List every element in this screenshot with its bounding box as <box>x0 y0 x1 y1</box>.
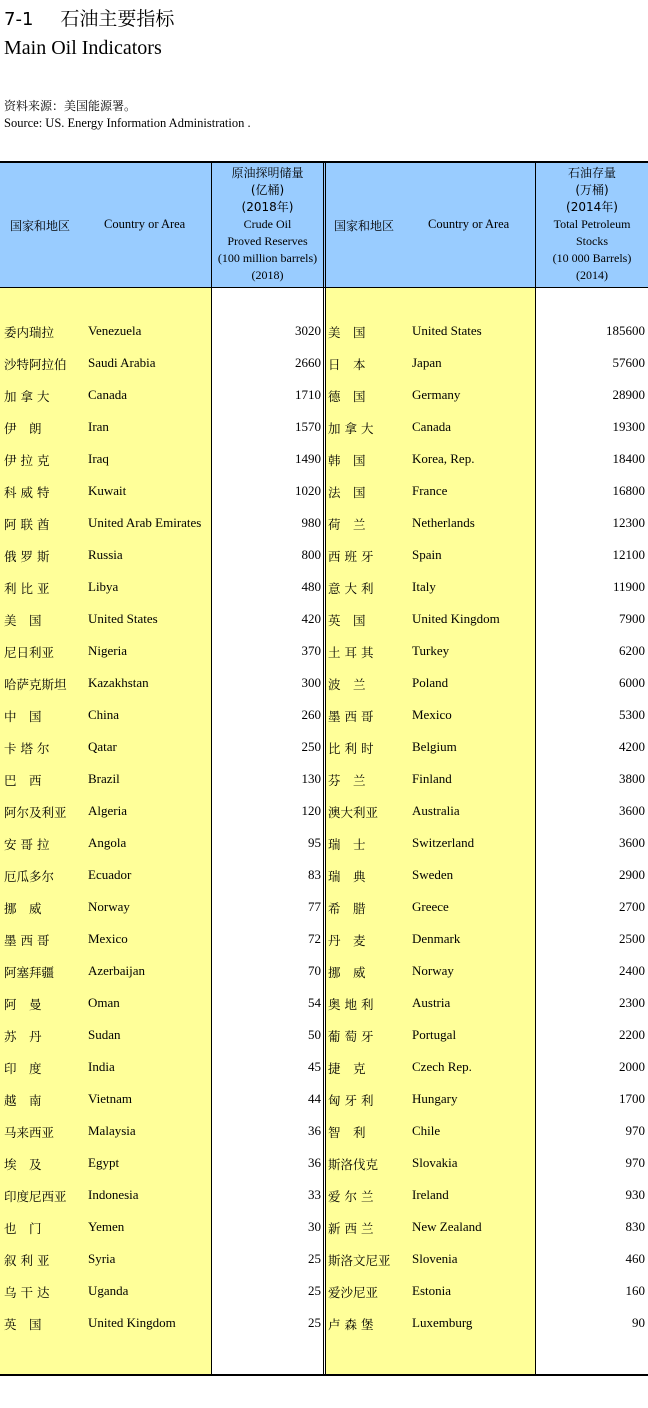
reserves-value: 1710 <box>295 387 321 402</box>
stocks-value: 830 <box>625 1219 645 1234</box>
stocks-value: 6000 <box>619 675 645 690</box>
header-stocks-line: Stocks <box>575 234 608 248</box>
right-country-cn: 意 大 利 <box>328 581 374 596</box>
left-country-en: Kuwait <box>88 483 127 498</box>
stocks-value: 12300 <box>612 515 645 530</box>
table-row <box>0 419 648 451</box>
left-country-en: Uganda <box>88 1283 129 1298</box>
stocks-value: 18400 <box>612 451 645 466</box>
left-country-cn: 苏 丹 <box>4 1029 42 1044</box>
table-row <box>0 963 648 995</box>
header-reserves-line: 原油探明储量 <box>231 166 304 180</box>
right-country-en: Greece <box>412 899 449 914</box>
stocks-value: 1700 <box>619 1091 645 1106</box>
stocks-value: 6200 <box>619 643 645 658</box>
left-country-cn: 阿 曼 <box>4 997 42 1012</box>
stocks-value: 4200 <box>619 739 645 754</box>
reserves-value: 30 <box>308 1219 321 1234</box>
left-country-en: Sudan <box>88 1027 121 1042</box>
right-country-cn: 匈 牙 利 <box>328 1093 374 1108</box>
left-country-cn: 越 南 <box>4 1093 42 1108</box>
left-country-en: Yemen <box>88 1219 125 1234</box>
reserves-value: 72 <box>308 931 321 946</box>
right-country-en: Slovakia <box>412 1155 458 1170</box>
stocks-value: 19300 <box>612 419 645 434</box>
table-row <box>0 1283 648 1315</box>
table-row <box>0 1027 648 1059</box>
left-country-cn: 美 国 <box>4 613 42 628</box>
header-stocks-line: 石油存量 <box>567 166 616 180</box>
table-row <box>0 579 648 611</box>
reserves-value: 250 <box>301 739 321 754</box>
right-country-en: Mexico <box>412 707 452 722</box>
right-country-cn: 捷 克 <box>328 1061 366 1076</box>
stocks-value: 3800 <box>619 771 645 786</box>
title-en: Main Oil Indicators <box>4 37 162 59</box>
left-country-cn: 卡 塔 尔 <box>4 741 50 756</box>
left-country-en: Algeria <box>88 803 127 818</box>
right-country-cn: 瑞 士 <box>328 837 366 852</box>
stocks-value: 2400 <box>619 963 645 978</box>
right-country-en: Italy <box>412 579 436 594</box>
left-country-cn: 挪 威 <box>4 901 42 916</box>
stocks-value: 3600 <box>619 835 645 850</box>
left-country-cn: 墨 西 哥 <box>4 933 50 948</box>
reserves-value: 95 <box>308 835 321 850</box>
reserves-value: 1570 <box>295 419 321 434</box>
left-country-en: United States <box>88 611 158 626</box>
left-country-en: Kazakhstan <box>88 675 149 690</box>
left-country-cn: 叙 利 亚 <box>4 1253 50 1268</box>
right-country-en: Chile <box>412 1123 441 1138</box>
right-country-cn: 澳大利亚 <box>328 805 379 820</box>
reserves-value: 300 <box>301 675 321 690</box>
right-country-en: Australia <box>412 803 460 818</box>
left-country-cn: 沙特阿拉伯 <box>4 357 67 372</box>
page-title <box>4 4 174 31</box>
right-country-en: United States <box>412 323 482 338</box>
right-country-en: Hungary <box>412 1091 458 1106</box>
right-country-cn: 德 国 <box>328 389 366 404</box>
stocks-value: 2000 <box>619 1059 645 1074</box>
table-row <box>0 387 648 419</box>
table-number: 7-1 <box>4 9 34 30</box>
reserves-value: 130 <box>301 771 321 786</box>
stocks-value: 185600 <box>606 323 645 338</box>
left-country-en: United Arab Emirates <box>88 515 202 530</box>
stocks-value: 160 <box>625 1283 645 1298</box>
stocks-value: 12100 <box>612 547 645 562</box>
reserves-value: 83 <box>308 867 321 882</box>
left-country-cn: 伊 拉 克 <box>4 453 50 468</box>
right-country-cn: 奥 地 利 <box>328 997 374 1012</box>
right-country-en: Spain <box>412 547 442 562</box>
table-row <box>0 995 648 1027</box>
table-row <box>0 707 648 739</box>
reserves-value: 420 <box>301 611 321 626</box>
header-right-country-cn: 国家和地区 <box>334 219 395 233</box>
reserves-value: 260 <box>301 707 321 722</box>
right-country-en: Czech Rep. <box>412 1059 472 1074</box>
left-country-en: Mexico <box>88 931 128 946</box>
title-cn: 石油主要指标 <box>60 8 175 30</box>
table-row <box>0 1219 648 1251</box>
left-country-en: Nigeria <box>88 643 127 658</box>
right-country-cn: 英 国 <box>328 613 366 628</box>
right-country-en: Estonia <box>412 1283 451 1298</box>
stocks-value: 3600 <box>619 803 645 818</box>
right-country-cn: 加 拿 大 <box>328 421 374 436</box>
right-country-cn: 荷 兰 <box>328 517 366 532</box>
left-country-en: Angola <box>88 835 127 850</box>
right-country-cn: 韩 国 <box>328 453 366 468</box>
table-row <box>0 355 648 387</box>
table-row <box>0 611 648 643</box>
right-country-cn: 新 西 兰 <box>328 1221 374 1236</box>
left-country-cn: 厄瓜多尔 <box>4 869 55 884</box>
reserves-value: 370 <box>301 643 321 658</box>
right-country-en: France <box>412 483 448 498</box>
left-country-en: China <box>88 707 120 722</box>
right-country-cn: 爱 尔 兰 <box>328 1189 374 1204</box>
left-country-cn: 印 度 <box>4 1061 42 1076</box>
stocks-value: 57600 <box>612 355 645 370</box>
reserves-value: 1490 <box>295 451 321 466</box>
right-country-en: Turkey <box>412 643 450 658</box>
right-country-en: Luxemburg <box>412 1315 473 1330</box>
reserves-value: 800 <box>301 547 321 562</box>
right-country-en: Germany <box>412 387 461 402</box>
header-stocks-line: (2014) <box>576 268 608 282</box>
right-country-cn: 丹 麦 <box>328 933 366 948</box>
right-country-en: Netherlands <box>412 515 475 530</box>
table-row <box>0 1091 648 1123</box>
table-row <box>0 803 648 835</box>
right-country-cn: 智 利 <box>328 1125 366 1140</box>
table-row <box>0 1187 648 1219</box>
header-stocks-line: (万桶) <box>575 183 609 197</box>
left-country-en: Norway <box>88 899 130 914</box>
table-bottom-rule <box>0 1374 648 1376</box>
right-country-cn: 希 腊 <box>328 901 366 916</box>
left-country-en: Libya <box>88 579 119 594</box>
left-country-cn: 英 国 <box>4 1317 42 1332</box>
left-country-en: Syria <box>88 1251 116 1266</box>
header-stocks-line: (10 000 Barrels) <box>552 251 632 265</box>
left-country-en: United Kingdom <box>88 1315 176 1330</box>
stocks-value: 2200 <box>619 1027 645 1042</box>
reserves-value: 1020 <box>295 483 321 498</box>
table-row <box>0 547 648 579</box>
left-country-cn: 巴 西 <box>4 773 42 788</box>
right-country-en: United Kingdom <box>412 611 500 626</box>
stocks-value: 970 <box>625 1155 645 1170</box>
reserves-value: 44 <box>308 1091 321 1106</box>
table-row <box>0 1251 648 1283</box>
reserves-value: 54 <box>308 995 321 1010</box>
header-stocks <box>536 165 648 284</box>
left-country-en: Indonesia <box>88 1187 139 1202</box>
right-country-en: Denmark <box>412 931 461 946</box>
right-country-cn: 法 国 <box>328 485 366 500</box>
stocks-value: 16800 <box>612 483 645 498</box>
table-row <box>0 675 648 707</box>
right-country-cn: 挪 威 <box>328 965 366 980</box>
reserves-value: 480 <box>301 579 321 594</box>
stocks-value: 7900 <box>619 611 645 626</box>
left-country-en: Saudi Arabia <box>88 355 156 370</box>
right-country-cn: 斯洛伐克 <box>328 1157 379 1172</box>
right-country-cn: 美 国 <box>328 325 366 340</box>
right-country-en: Sweden <box>412 867 454 882</box>
stocks-value: 2500 <box>619 931 645 946</box>
table-row <box>0 483 648 515</box>
right-country-cn: 土 耳 其 <box>328 645 374 660</box>
left-country-cn: 伊 朗 <box>4 421 42 436</box>
left-country-en: Russia <box>88 547 123 562</box>
left-country-cn: 利 比 亚 <box>4 581 50 596</box>
stocks-value: 90 <box>632 1315 645 1330</box>
header-reserves-line: (2018) <box>251 268 284 282</box>
right-country-en: Portugal <box>412 1027 457 1042</box>
right-country-en: Poland <box>412 675 449 690</box>
left-country-en: Brazil <box>88 771 120 786</box>
left-country-cn: 哈萨克斯坦 <box>4 677 67 692</box>
right-country-en: Switzerland <box>412 835 475 850</box>
table-row <box>0 515 648 547</box>
table-row <box>0 771 648 803</box>
stocks-value: 5300 <box>619 707 645 722</box>
stocks-value: 2900 <box>619 867 645 882</box>
right-country-en: Korea, Rep. <box>412 451 475 466</box>
right-country-en: Ireland <box>412 1187 449 1202</box>
left-country-en: India <box>88 1059 115 1074</box>
right-country-cn: 比 利 时 <box>328 741 374 756</box>
right-country-cn: 日 本 <box>328 357 366 372</box>
left-country-cn: 加 拿 大 <box>4 389 50 404</box>
left-country-cn: 科 威 特 <box>4 485 50 500</box>
left-country-cn: 埃 及 <box>4 1157 42 1172</box>
table-row <box>0 1155 648 1187</box>
source-en: Source: US. Energy Information Administration . <box>4 116 251 130</box>
reserves-value: 50 <box>308 1027 321 1042</box>
left-country-en: Iraq <box>88 451 109 466</box>
left-country-cn: 阿尔及利亚 <box>4 805 67 820</box>
table-row <box>0 867 648 899</box>
right-country-en: Finland <box>412 771 452 786</box>
table-row <box>0 835 648 867</box>
header-reserves-line: (100 million barrels) <box>217 251 318 265</box>
right-country-cn: 芬 兰 <box>328 773 366 788</box>
left-country-cn: 尼日利亚 <box>4 645 55 660</box>
left-country-cn: 俄 罗 斯 <box>4 549 50 564</box>
source-cn: 资料来源：美国能源署。 <box>4 99 137 113</box>
header-right-country-en: Country or Area <box>428 217 510 231</box>
left-country-cn: 也 门 <box>4 1221 42 1236</box>
header-stocks-line: Total Petroleum <box>553 217 631 231</box>
right-country-cn: 波 兰 <box>328 677 366 692</box>
left-country-cn: 马来西亚 <box>4 1125 55 1140</box>
stocks-value: 460 <box>625 1251 645 1266</box>
left-country-en: Iran <box>88 419 109 434</box>
left-country-cn: 乌 干 达 <box>4 1285 50 1300</box>
table-row <box>0 1123 648 1155</box>
stocks-value: 2300 <box>619 995 645 1010</box>
reserves-value: 25 <box>308 1251 321 1266</box>
reserves-value: 77 <box>308 899 321 914</box>
reserves-value: 2660 <box>295 355 321 370</box>
right-country-en: Belgium <box>412 739 457 754</box>
reserves-value: 70 <box>308 963 321 978</box>
reserves-value: 36 <box>308 1123 321 1138</box>
reserves-value: 25 <box>308 1315 321 1330</box>
reserves-value: 120 <box>301 803 321 818</box>
right-country-en: Canada <box>412 419 451 434</box>
right-country-en: Norway <box>412 963 454 978</box>
left-country-en: Egypt <box>88 1155 120 1170</box>
stocks-value: 28900 <box>612 387 645 402</box>
left-country-cn: 安 哥 拉 <box>4 837 50 852</box>
table-row <box>0 931 648 963</box>
right-country-cn: 葡 萄 牙 <box>328 1029 374 1044</box>
left-country-en: Vietnam <box>88 1091 132 1106</box>
left-country-en: Qatar <box>88 739 117 754</box>
table-row <box>0 1059 648 1091</box>
right-country-cn: 卢 森 堡 <box>328 1317 374 1332</box>
right-country-en: Japan <box>412 355 442 370</box>
table-top-rule <box>0 161 648 163</box>
left-country-cn: 委内瑞拉 <box>4 325 55 340</box>
stocks-value: 2700 <box>619 899 645 914</box>
header-reserves-line: Crude Oil <box>243 217 292 231</box>
table-row <box>0 899 648 931</box>
header-reserves <box>212 165 323 284</box>
table-row <box>0 451 648 483</box>
right-country-cn: 瑞 典 <box>328 869 366 884</box>
table-header <box>0 161 648 287</box>
header-reserves-line: (2018年) <box>241 200 294 214</box>
right-country-cn: 斯洛文尼亚 <box>328 1253 391 1268</box>
table-row <box>0 1315 648 1347</box>
reserves-value: 36 <box>308 1155 321 1170</box>
stocks-value: 970 <box>625 1123 645 1138</box>
table-row <box>0 323 648 355</box>
header-left-country-en: Country or Area <box>104 217 186 231</box>
left-country-en: Venezuela <box>88 323 142 338</box>
left-country-en: Canada <box>88 387 127 402</box>
left-country-cn: 印度尼西亚 <box>4 1189 67 1204</box>
right-country-cn: 墨 西 哥 <box>328 709 374 724</box>
left-country-cn: 中 国 <box>4 709 42 724</box>
right-country-en: New Zealand <box>412 1219 482 1234</box>
reserves-value: 3020 <box>295 323 321 338</box>
header-reserves-line: (亿桶) <box>250 183 285 197</box>
left-country-cn: 阿 联 酋 <box>4 517 50 532</box>
right-country-cn: 西 班 牙 <box>328 549 374 564</box>
left-country-en: Oman <box>88 995 120 1010</box>
right-country-en: Austria <box>412 995 451 1010</box>
reserves-value: 25 <box>308 1283 321 1298</box>
left-country-en: Azerbaijan <box>88 963 146 978</box>
right-country-en: Slovenia <box>412 1251 458 1266</box>
oil-indicators-table <box>0 161 648 1376</box>
reserves-value: 33 <box>308 1187 321 1202</box>
header-stocks-line: (2014年) <box>566 200 618 214</box>
reserves-value: 45 <box>308 1059 321 1074</box>
left-country-cn: 阿塞拜疆 <box>4 965 55 980</box>
right-country-cn: 爱沙尼亚 <box>328 1285 379 1300</box>
header-reserves-line: Proved Reserves <box>227 234 308 248</box>
stocks-value: 11900 <box>612 579 645 594</box>
table-row <box>0 643 648 675</box>
table-row <box>0 739 648 771</box>
left-country-en: Malaysia <box>88 1123 136 1138</box>
header-rule <box>0 287 648 288</box>
header-left-country-cn: 国家和地区 <box>10 219 71 233</box>
stocks-value: 930 <box>625 1187 645 1202</box>
left-country-en: Ecuador <box>88 867 132 882</box>
reserves-value: 980 <box>301 515 321 530</box>
